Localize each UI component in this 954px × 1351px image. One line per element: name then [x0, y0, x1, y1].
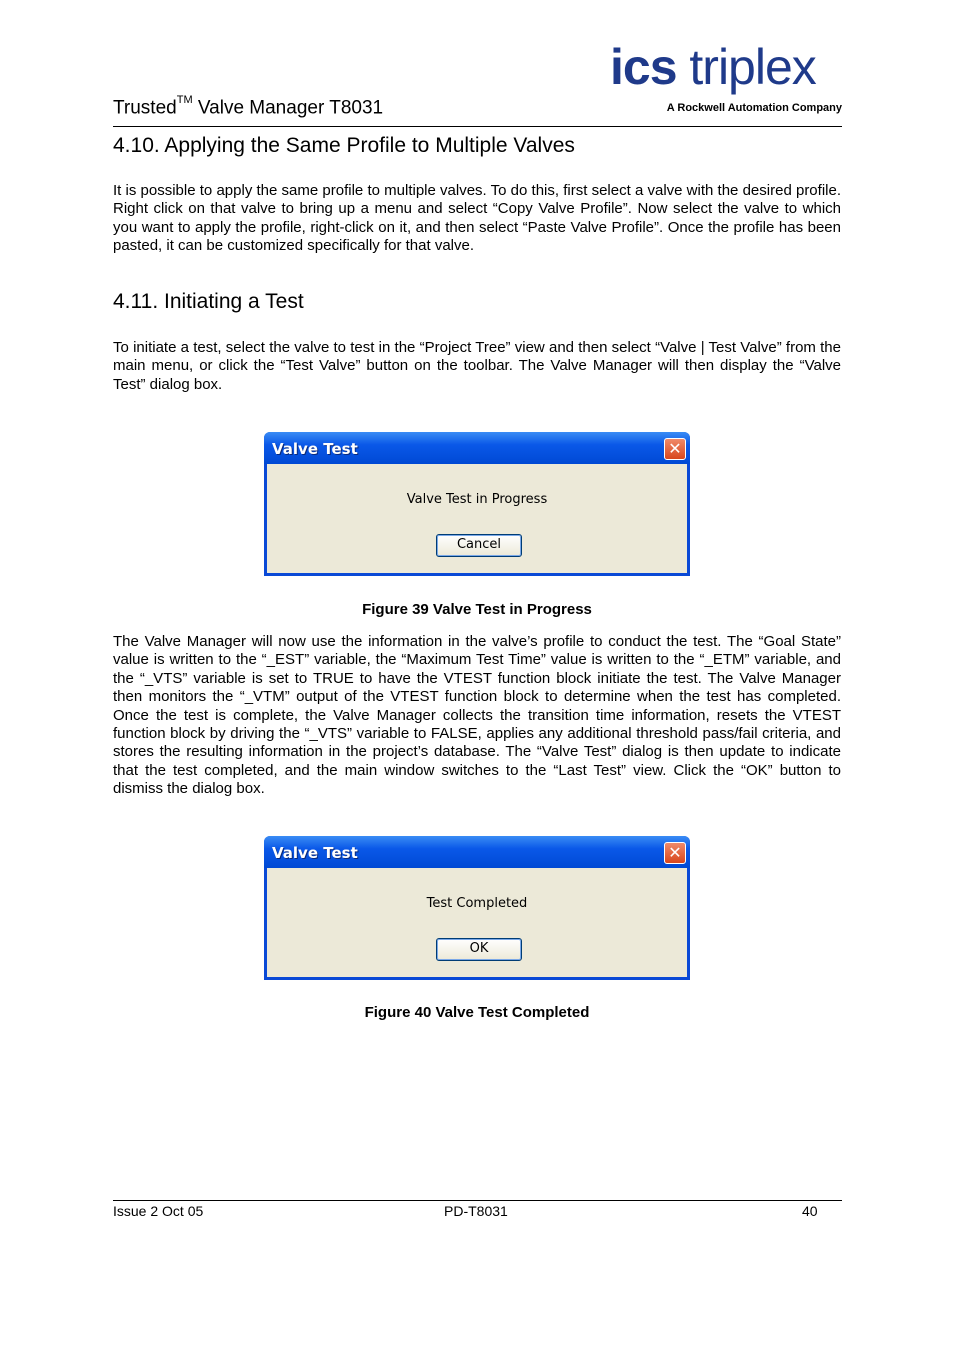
header-divider [113, 126, 842, 127]
header-title-prefix: Trusted [113, 97, 177, 119]
section-4-11-body: To initiate a test, select the valve to test in the “Project Tree” view and then select “Valve | Test Valve” from the main menu, or click the “Test Valve” button on the toolbar. The Valve Manager will then display the “Valve Test” dialog box. [113, 339, 841, 393]
dialog-message: Test Completed [426, 896, 528, 911]
logo-wordmark-bold: ics [610, 39, 677, 95]
valve-test-dialog-completed [264, 836, 690, 980]
cancel-button[interactable]: Cancel [436, 534, 522, 557]
section-heading-4-11: 4.11. Initiating a Test [113, 290, 304, 313]
dialog-titlebar [264, 432, 690, 464]
logo-wordmark [610, 39, 842, 95]
dialog-titlebar [264, 836, 690, 868]
ok-button[interactable]: OK [436, 938, 522, 961]
figure-40-caption: Figure 40 Valve Test Completed [364, 1004, 590, 1021]
footer-issue: Issue 2 Oct 05 [113, 1203, 204, 1219]
trademark-sup: TM [176, 94, 193, 106]
dialog-client-area [267, 868, 687, 977]
dialog-title: Valve Test [272, 844, 358, 862]
dialog-message: Valve Test in Progress [406, 492, 548, 507]
dialog-client-area [267, 464, 687, 573]
header-title-suffix: Valve Manager T8031 [192, 97, 384, 119]
dialog-title: Valve Test [272, 440, 358, 458]
footer-doc-id: PD-T8031 [444, 1203, 508, 1219]
footer-page-number: 40 [802, 1203, 818, 1219]
header-title [113, 94, 384, 119]
section-heading-4-10: 4.10. Applying the Same Profile to Multiple Valves [113, 134, 575, 157]
section-4-11-body-2: The Valve Manager will now use the information in the valve’s profile to conduct the test. The “Goal State” value is written to the “_EST” variable, the “Maximum Test Time” value is written to the “_ETM” variable, and the “_VTS” variable is set to TRUE to have the VTEST function block initiate the test. The Valve Manager then monitors the “_VTM” output of the VTEST function block to determine when the test has completed. Once the test is complete, the Valve Manager collects the transition time information, resets the VTEST function block by driving the “_VTS” variable to FALSE, applies any additional threshold pass/fail criteria, and stores the resulting information in the project’s database. The “Valve Test” dialog is then update to indicate that the test completed, and the main window switches to the “Last Test” view. Click the “OK” button to dismiss the dialog box. [113, 633, 841, 798]
footer-divider [113, 1200, 842, 1201]
section-4-10-body: It is possible to apply the same profile to multiple valves. To do this, first select a valve with the desired profile. Right click on that valve to bring up a menu and select “Copy Valve Profile”. Now select the valve to which you want to apply the profile, right-click on it, and then select “Paste Valve Profile”. Once the profile has been pasted, it can be customized specifically for that valve. [113, 182, 841, 255]
close-icon[interactable]: ✕ [664, 842, 686, 864]
ics-triplex-logo [610, 39, 842, 114]
logo-wordmark-light: triplex [676, 39, 816, 95]
logo-tagline: A Rockwell Automation Company [666, 102, 842, 114]
close-icon[interactable]: ✕ [664, 438, 686, 460]
valve-test-dialog-progress [264, 432, 690, 576]
figure-39-caption: Figure 39 Valve Test in Progress [362, 601, 592, 618]
